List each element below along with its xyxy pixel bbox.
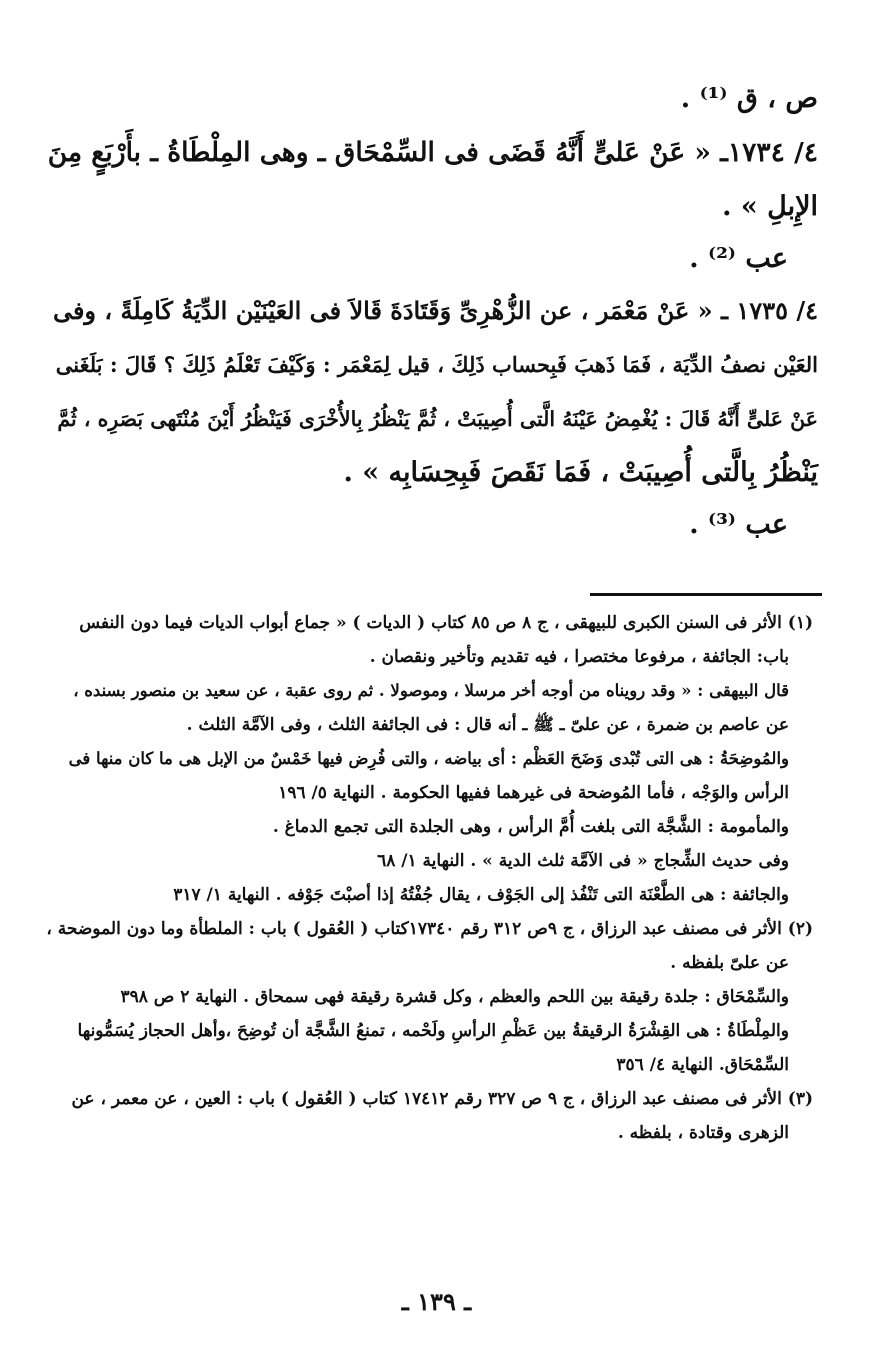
- footnote-line: والمُوضِحَةُ : هى التى تُبْدى وَضَحَ العَظْم : أى بياضه ، والتى فُرِض فيها خَمْسٌ من الإبل هى ما كان منها فى: [68, 749, 789, 768]
- footnote-line: والمِلْطَاةُ : هى القِشْرَةُ الرقيقةُ بين عَظْمِ الرأسِ ولَحْمه ، تمنعُ الشَّجَّة أن تُوضِحَ ،وأهل الحجاز يُسَمُّونها: [77, 1021, 789, 1041]
- footnote-line: باب: الجائفة ، مرفوعا مختصرا ، فيه تقديم وتأخير ونقصان .: [369, 647, 789, 667]
- footnote-line: والجائفة : هى الطَّعْنَة التى تَنْفُذ إلى الجَوْف ، يقال جُفْتُهُ إذا أصبْتَ جَوْفه . النهاية ١/ ٣١٧: [173, 885, 789, 905]
- footnote-line: (٢) الأثر فى مصنف عبد الرزاق ، ج ٩ص ٣١٢ رقم ١٧٣٤٠كتاب ( العُقول ) باب : الملطأة وما دون الموضحة ،: [46, 919, 813, 939]
- footnote-line: (١) الأثر فى السنن الكبرى للبيهقى ، ج ٨ ص ٨٥ كتاب ( الديات ) « جماع أبواب الديات فيما دون النفس: [79, 613, 813, 633]
- text-line: العَيْن نصفُ الدِّيَة ، فَمَا ذَهبَ فَبِحساب ذَلِكَ ، قيل لِمَعْمَر : وَكَيْفَ تَعْلَمُ ذَلِكَ ؟ قَالَ : بَلَغَنى: [55, 352, 818, 377]
- footnote-line: والمأمومة : الشَّجَّة التى بلغت أُمَّ الرأس ، وهى الجلدة التى تجمع الدماغ .: [272, 817, 789, 837]
- footnote-line: عن علىّ بلفظه .: [670, 953, 789, 973]
- footnotes: [38, 612, 813, 1144]
- footnote-line: والسِّمْحَاق : جلدة رقيقة بين اللحم والعظم ، وكل قشرة رقيقة فهى سمحاق . النهاية ٢ ص ٣٩٨: [120, 987, 789, 1007]
- footnote-separator: [590, 593, 822, 596]
- text-line: يَنْظُرُ بِالَّتى أُصِيبَتْ ، فَمَا نَقَصَ فَبِحِسَابِه » .: [343, 457, 818, 488]
- text-line: عب ⁽²⁾ .: [689, 243, 788, 274]
- text-line: ص ، ق ⁽¹⁾ .: [680, 83, 818, 114]
- page-number: ـ ١٣٩ ـ: [401, 1287, 472, 1316]
- footnote-line: (٣) الأثر فى مصنف عبد الرزاق ، ج ٩ ص ٣٢٧ رقم ١٧٤١٢ كتاب ( العُقول ) باب : العين ، عن معمر ، عن: [71, 1089, 813, 1109]
- text-line: ٤/ ١٧٣٥ ـ « عَنْ مَعْمَر ، عن الزُّهْرِىِّ وَقَتَادَةَ قَالاَ فى العَيْنَيْن الدِّيَةُ كَامِلَةً ، وفى: [52, 296, 818, 325]
- text-line: عب ⁽³⁾ .: [689, 509, 788, 540]
- footnote-line: وفى حديث الشِّجاج « فى الآمَّة ثلث الدية » . النهاية ١/ ٦٨: [377, 851, 789, 871]
- main-text: [45, 78, 818, 540]
- text-line: الإِبلِ » .: [722, 191, 818, 222]
- footnote-line: الرأس والوَجْه ، فأما المُوضحة فى غيرهما ففيها الحكومة . النهاية ٥/ ١٩٦: [278, 783, 789, 803]
- text-line: ٤/ ١٧٣٤ـ « عَنْ عَلىٍّ أَنَّهُ قَضَى فى السِّمْحَاق ـ وهى المِلْطَاةُ ـ بأَرْبَعٍ مِنَ: [47, 137, 818, 168]
- footnote-line: الزهرى وقتادة ، بلفظه .: [617, 1123, 789, 1143]
- footnote-line: قال البيهقى : « وقد رويناه من أوجه أخر مرسلا ، وموصولا . ثم روى عقبة ، عن سعيد بن منصور بسنده ،: [73, 681, 789, 700]
- footnote-line: عن عاصم بن ضمرة ، عن علىّ ـ ﷺ ـ أنه قال : فى الجائفة الثلث ، وفى الآمَّة الثلث .: [186, 715, 789, 735]
- text-line: عَنْ عَلىٍّ أَنَّهُ قَالَ : يُغْمِضُ عَيْنَهُ الَّتى أُصِيبَتْ ، ثُمَّ يَنْظُرُ بِالأُخْرَى فَيَنْظُرُ أَيْنَ مُنْتَهى بَصَرِه ، ثُمَّ: [57, 407, 818, 431]
- footnote-line: السِّمْحَاق. النهاية ٤/ ٣٥٦: [616, 1055, 789, 1075]
